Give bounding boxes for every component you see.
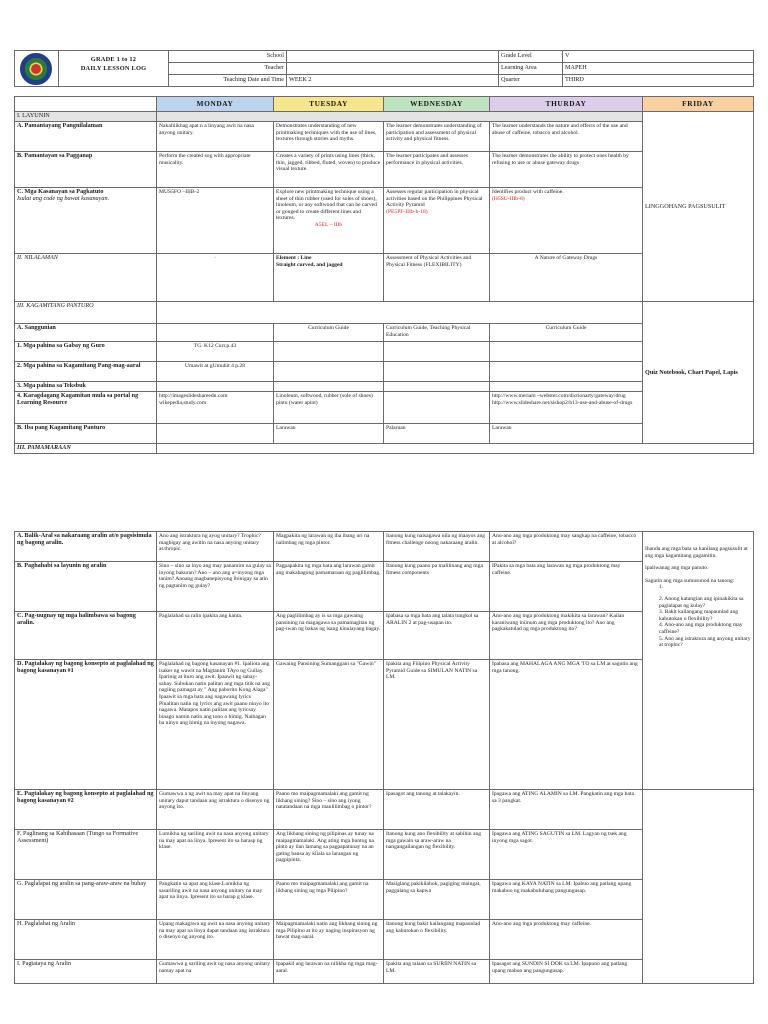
logo-cell [15, 51, 59, 87]
cell-tuesday: Gawaing Pansining Sumanggani sa "Gawin" [274, 660, 384, 790]
row-c-label: C. Mga Kasanayan sa Pagkatuto [17, 187, 104, 195]
r2-label: 2. Mga pahina sa Kagamitang Pang-mag-aaral [15, 361, 157, 381]
friday-p2: Ipaliwanag ang mga panuto. [645, 565, 709, 572]
row-label: E. Pagtalakay ng bagong konsepto at paglalahad ng bagong kasanayan #2 [15, 790, 157, 830]
nilalaman-tuesday-cell [274, 253, 384, 301]
cell-tuesday: Pagpapakita ng mga bata ang larawan gamit ang makabagong pamamaraan ng paglilimbag. [274, 562, 384, 612]
cell-monday: Gumawwa a ng awit na may apat na linyang unitary daput tandaan ang istraktura o disenyo ng anyong ito. [157, 790, 274, 830]
nilalaman-thursday: A Nature of Gateway Drugs [490, 253, 643, 301]
area-value: MAPEH [563, 63, 754, 75]
cell-monday: Gumawwa g sariling awit ng nasa anyong unitary namay apat na [157, 960, 274, 984]
lesson-table-page-2 [14, 531, 754, 984]
row-label: D. Pagtalakay ng bagong konsepto at paglalahad ng bagong kasanayan #1 [15, 660, 157, 790]
cell-wednesday: Itanong kung naisagawa nila ng maayos ang fitness challenge noong nakaraang aralin. [384, 532, 490, 562]
cell-monday: Sino – sino sa inyo ang may panamim na gulay sa inyong bakuran? Ano – ano ang a=inyong mga tanim? Anoang magbanepisyong ibinigay sa atin ng pagtanim ng gulay? [157, 562, 274, 612]
friday-quiz-cell: LINGGOHANG PAGSUSULIT [643, 112, 754, 302]
friday-p3: Sagutin ang mga sumusunod na tanong: [645, 577, 735, 584]
row-c-wednesday-code: (PE5PF-IIIb-h-18) [386, 208, 428, 215]
cell-monday: Paglalahad sa ralin ipakita ang kanta. [157, 612, 274, 660]
rb-label: B. Iba pang Kagamitang Panturo [15, 423, 157, 443]
deped-seal-icon [20, 53, 52, 85]
row-c-tuesday: Explore new printmaking technique using a sheet of thin rubber (used for soles of shoes), linoleum, or any softwood that can be carved or gouged to create different lines and textures. [276, 188, 377, 222]
cell-wednesday: Ipakita ang Filipino Physical Activity Pyramid Guide sa SIMULAN NATIN sa LM. [384, 660, 490, 790]
cell-wednesday: Itanong kung bakit kailangang mapaunlad ang kahutokan o flexibility. [384, 920, 490, 960]
cell-monday: Pangkatin sa apat ang klase.Lumikha ng sasariling awit na nasa anyong unitary na may apat na linya. Ipresent ito sa harap g klase. [157, 880, 274, 920]
sanggunian-thursday: Curriculum Guide [490, 323, 643, 341]
cell-tuesday: Paano mo maipagmamalaki ang gamit na likhang sining ng mga Pilipino? [274, 880, 384, 920]
r4-tuesday: Linoleum, softwood, rubber (sole of shoes) pintu (water apint) [274, 391, 384, 423]
teacher-value [287, 63, 499, 75]
r1-label: 1. Mga pahina sa Gabay ng Guro [15, 341, 157, 361]
row-a-thursday: The learner understands the nature and effects of the use and abuse of caffeine, tobacco and alcohol. [490, 121, 643, 151]
cell-tuesday: Magpakita ng larawan ng iba ibang uri na nalimbag ng mga pintor. [274, 532, 384, 562]
row-label: A. Balik-Aral sa nakaraang aralin at/o pagsisimula ng bagong aralin. [15, 532, 157, 562]
friday-q1: 1. [659, 584, 664, 591]
header-title-cell [59, 51, 169, 87]
row-b-tuesday: Creates a variety of prints using lines (thick, thin, jagged, ribbed, fluted, woven) to produce visual texture. [274, 151, 384, 187]
row-c-sub: Isulat ang code ng bawat kasanayan. [17, 194, 110, 202]
date-label: Teaching Date and Time [169, 75, 287, 87]
cell-thursday: Anu-ano ang mga produktong makikita sa larawan? Kailan karaniwang iniinom ang mga produktong ito? Ano ang pagkakatulad ng mga produktong ito? [490, 612, 643, 660]
friday-materials: Quiz Notebook, Chart Papel, Lapis [643, 301, 754, 443]
day-thursday: THURDAY [490, 97, 643, 112]
cell-thursday: Ipagawa ang KAYA NATIN sa LM. Ipabuo ang patlang upang makabuo ng makabuluhang pangungusap. [490, 880, 643, 920]
nilalaman-wednesday: Assessment of Physical Activities and Physical Fitness (FLEXIBILITY) [384, 253, 490, 301]
cell-thursday: Ipasagot ang SUNDIN SI DOK sa LM. Ipapuno ang patlang upang mabuo ang pangungusap. [490, 960, 643, 984]
friday-q5: 5. Ano ang istraktura ang anyong unitary at trophic? [659, 635, 751, 649]
grade-label: Grade Level [499, 51, 563, 63]
table-row [15, 532, 754, 562]
cell-monday: Paglalahad ng bagong kasanayan #1. Ipaliota ang isaker ng wawit na Magtanim TAyo ng Gullay. Iparinig at ituro ang awit. Ipaawit ng sabay- sabay. Subukan natin palitan ang mga titik na ang nagiing pamagat ay " Ang paborito Kong Alaga" Ipaawit sa mga bata ang nagawang lyrics Pinalitan natin ng lyrics ang awit paano ninyo ito nagawa. Matapos natin palitan ang lyricsay binago namin natin ang tono o himig. Naibagan ba ninyo ang himig na inyong nagawa. [157, 660, 274, 790]
cell-wednesday: Itanong kung ano flexibility at sabihin ang mga gawain sa araw-araw na nangangailangan ng flexibility. [384, 830, 490, 880]
friday-q2: 2. Anong katangian ang ipinakikita sa paglalapat ng kulay? [659, 595, 744, 609]
row-label: I. Pagtataya ng Aralin [15, 960, 157, 984]
header-table [14, 50, 754, 87]
date-value: WEEK 2 [287, 75, 499, 87]
row-label: B. Paghahabi sa layunin ng aralin [15, 562, 157, 612]
header-title-2: DAILY LESSON LOG [80, 65, 147, 72]
row-a-monday: Nakalilikhag apat n a linyang awit na nasa anyong unitary. [157, 121, 274, 151]
row-label: H. Paglalahat ng Aralin [15, 920, 157, 960]
grade-value: V [563, 51, 754, 63]
sanggunian-tuesday: Curriculum Guide [274, 323, 384, 341]
sanggunian-monday [157, 323, 274, 341]
cell-thursday: Ipabasa ang MAHALAGA ANG MGA 'TO sa LM at sagutin ang mga tanong. [490, 660, 643, 790]
friday-intro: Ihanda ang mga bata sa kanilang pagsusulit at ang mga kagamitang gagamitin. [645, 546, 748, 559]
cell-monday: Lumikha ng sariling awit na nasa anyong unitary na may apat na linya. Ipresent ito sa harasp ng klase. [157, 830, 274, 880]
cell-monday: Ano ang istraktura ng ayog unitary? Trophic? magbigay ang awitin na nasa anyong unitary at.thropic. [157, 532, 274, 562]
day-header-row [15, 97, 754, 112]
r4-label: 4. Karagdagang Kagamitan mula sa portal ng Learning Resource [15, 391, 157, 423]
row-a-tuesday: Demonstrates understanding of new printmaking techniques with the use of lines, textures through stories and myths. [274, 121, 384, 151]
row-c-thursday: Identifies product with caffeine. [492, 188, 564, 195]
quarter-label: Quarter [499, 75, 563, 87]
r1-monday: TG. K12 Curr.p.43 [157, 341, 274, 361]
r3-label: 3. Mga pahina sa Teksbuk [15, 381, 157, 391]
row-c-wednesday: Assesses regular participation in physical activities based on the Philippines Physical Activity Pyramid [386, 188, 483, 209]
row-b-wednesday: The learner participates and assesses performance in physical activities. [384, 151, 490, 187]
section-kagamitan: III. KAGAMITANG PANTURO [15, 301, 157, 323]
cell-thursday: Anu-ano ang mga produktong may caffeine. [490, 920, 643, 960]
cell-wednesday: Itanong kung paano pa malilinang ang mga fitness components [384, 562, 490, 612]
cell-monday: Upang makagawa ng awit na nasa anyong unitary na may apat na linya dapat tandaan ang istraktura o disenyo ng anyong ito. [157, 920, 274, 960]
r4-monday: http://imageslideshareedn.com wikepedia,study.com [157, 391, 274, 423]
cell-tuesday: Maipagmamalaki natin ang likhang sining ng mga Pilipino at ito ay naging inspirasyon ng bawat mag-aaral. [274, 920, 384, 960]
section-nilalaman: II. NILALAMAN [15, 253, 157, 301]
cell-thursday: Ipagawa ang ATING ALAMIN sa LM. Pangkatin ang mga bata sa 3 pangkat. [490, 790, 643, 830]
cell-tuesday: Paano mo maipagmamalaki ang gamit ng likhang sining? Sino – sino ang iyong natatandaan na mga manlilimbag o pintor? [274, 790, 384, 830]
cell-thursday: IPakita sa mga bata ang larawan ng mga produktong may caffeine. [490, 562, 643, 612]
friday-instructions [643, 532, 754, 790]
cell-tuesday: Ang likhang sining ng pilipinas ay tunay na maipagmamalaki. Ang ating mga buntog na pinto ay ilan lamang sa pagpapatunay na an gating bansa ay kilala sa larangan ng pagpipinta. [274, 830, 384, 880]
row-c-thursday-cell [490, 187, 643, 253]
row-c-tuesday-cell [274, 187, 384, 253]
lesson-table-page-1 [14, 96, 754, 454]
header-title-1: GRADE 1 to 12 [90, 56, 137, 63]
row-c-label-cell [15, 187, 157, 253]
table-row [15, 790, 754, 830]
r4-thursday: http://www.meriam –webster.com/dictionarty/gateway/drug http://www.slideshare.net/sishop2/b13-use-and-abuse-of-drugs [490, 391, 643, 423]
rb-thursday: Larawan [490, 423, 643, 443]
row-b-thursday: The learner demonstrates the ability to protect ones health by refusing to use or abuse gateway drugs [490, 151, 643, 187]
cell-thursday: Anu-ano ang mga produktong may sangkap na caffeine, tobacco at alcohol? [490, 532, 643, 562]
row-label: C. Pag-uugnay ng mga halimbawa sa bagong aralin. [15, 612, 157, 660]
nilalaman-tuesday-1: Element : Line [276, 254, 312, 261]
area-label: Learning Area [499, 63, 563, 75]
quarter-value: THIRD [563, 75, 754, 87]
friday-q3: 3. Bakit kailangang mapaunlad ang kahutokan o flexibility? [659, 609, 739, 622]
nilalaman-tuesday-2: Straight curved, and jagged [276, 261, 343, 268]
rb-monday [157, 423, 274, 443]
row-a-label: A. Pamantayang Pangnilalaman [15, 121, 157, 151]
sanggunian-label: A. Sanggunian [15, 323, 157, 341]
row-c-thursday-code: (H5SU-IIIb-8) [492, 195, 525, 202]
nilalaman-monday: · [157, 253, 274, 301]
cell-tuesday: Ipapakil ang larawan na nilikha ng mga mag-aaral. [274, 960, 384, 984]
section-layunin: I. LAYUNIN [15, 112, 157, 122]
row-label: G. Paglalapat ng aralin sa pang-araw-araw na buhay [15, 880, 157, 920]
section-pamamaraan: III. PAMAMARAAN [15, 443, 157, 453]
day-tuesday: TUESDAY [274, 97, 384, 112]
school-label: School [169, 51, 287, 63]
cell-wednesday: Masiglang pakikilahok, pagiging maingat, paggalang sa kapwa [384, 880, 490, 920]
sanggunian-wednesday: Curriculum Guide, Teaching Physical Education [384, 323, 490, 341]
row-label: F. Paglinang sa Kabihasaan (Tungo sa Formative Assessment) [15, 830, 157, 880]
row-c-monday: MUS5FO –IIIB-2 [157, 187, 274, 253]
cell-wednesday: Ipabasa sa mga bata ang talata tungkol sa ARALIN 2 at pag-usapan ito. [384, 612, 490, 660]
cell-wednesday: Ipakita ang talaan sa SURIIN NATIN sa LM. [384, 960, 490, 984]
day-friday: FRIDAY [643, 97, 754, 112]
day-monday: MONDAY [157, 97, 274, 112]
row-c-tuesday-code: A5EL – IIIb [314, 221, 343, 228]
row-a-wednesday: The learner demonstrates understanding of participation and assessment of physical activity and physical fitness. [384, 121, 490, 151]
friday-q4: 4. Ano-ano ang mga produktong may caffeine? [659, 622, 743, 635]
day-wednesday: WEDNESDAY [384, 97, 490, 112]
cell-tuesday: Ang paglilimbag ay is sa mga gawaing pansining na magagawa sa pamamagitan ng pag-iwan ng bakas ng isang kinulayang bagay. [274, 612, 384, 660]
cell-thursday: Ipagawa ang ATING SAGUTIN sa LM. Lagyan ng tsek ang inyong mga sagot. [490, 830, 643, 880]
teacher-label: Teacher [169, 63, 287, 75]
r4-wednesday [384, 391, 490, 423]
rb-tuesday: Larawan [274, 423, 384, 443]
school-value [287, 51, 499, 63]
rb-wednesday: Palaruan [384, 423, 490, 443]
r2-monday: Umawit at gUmuhit 4 p.28 [157, 361, 274, 381]
row-b-monday: Perform the created sog with appropriate musicality. [157, 151, 274, 187]
row-c-wednesday-cell [384, 187, 490, 253]
cell-wednesday: Ipasagot ang tanong at talakayin. [384, 790, 490, 830]
row-b-label: B. Pamantayan sa Pagganap [15, 151, 157, 187]
